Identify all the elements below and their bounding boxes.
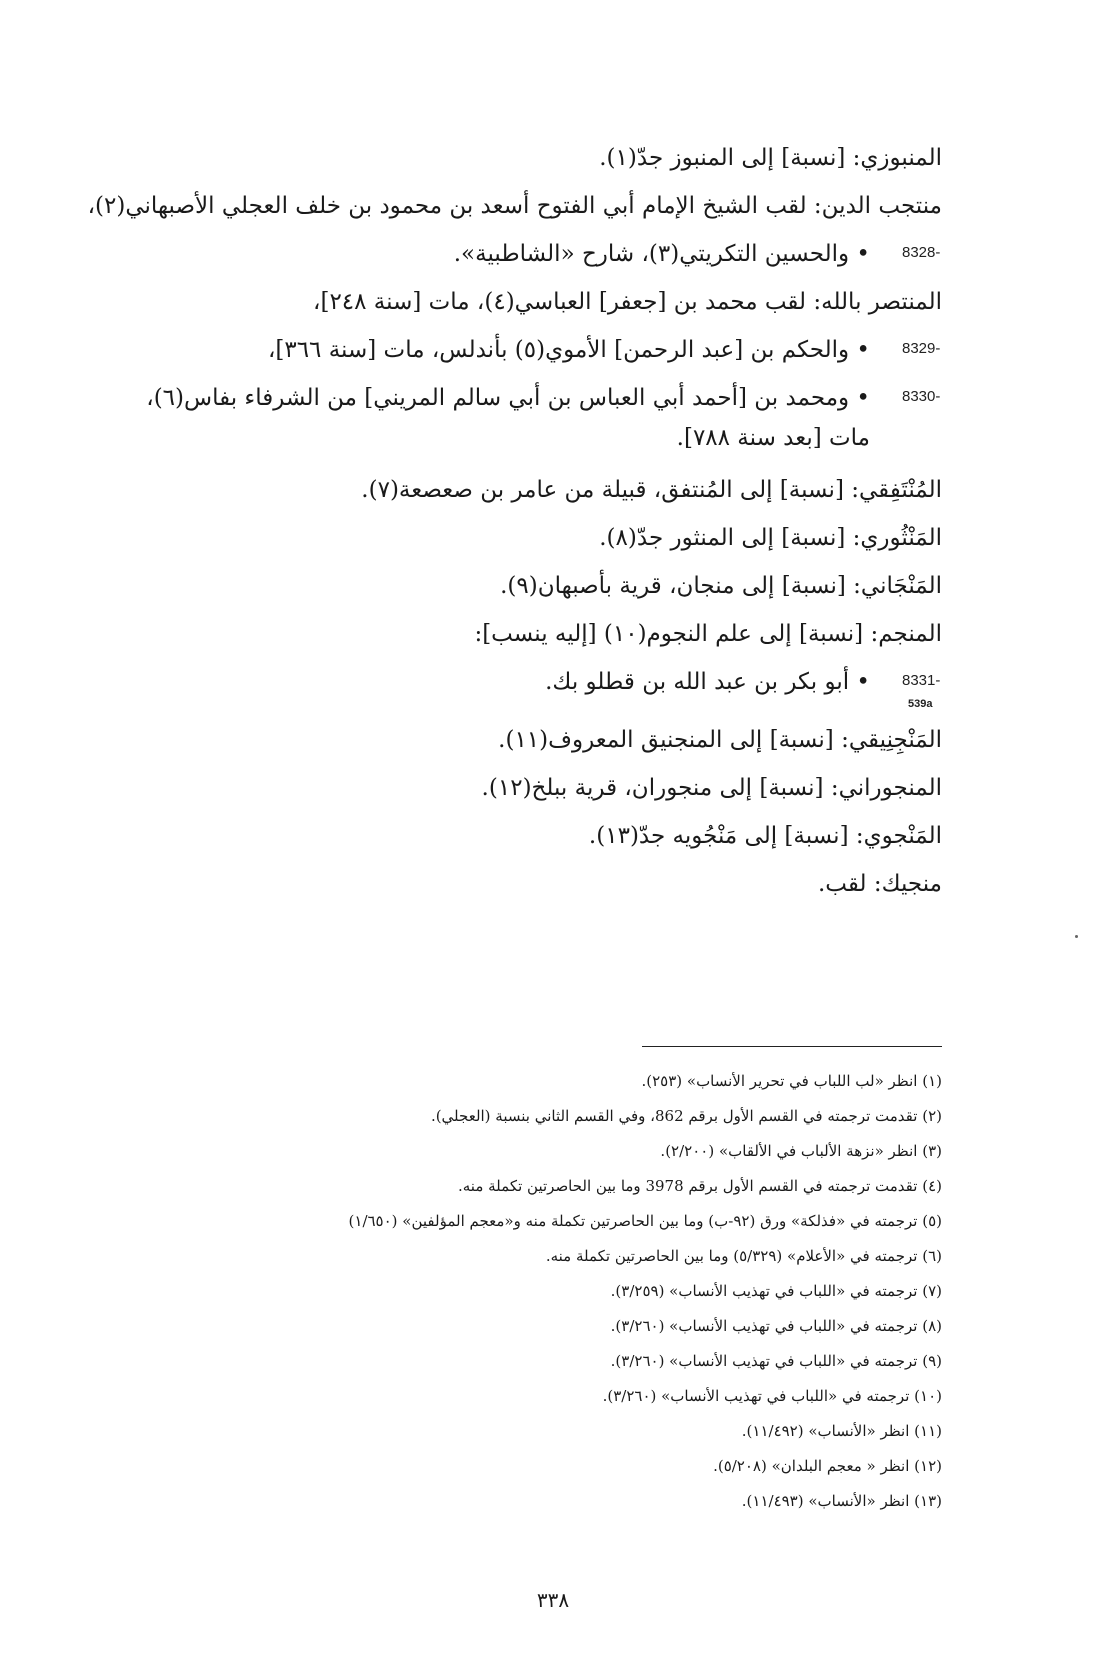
entry-hakam: • والحكم بن [عبد الرحمن] الأموي(٥) بأندلس، مات [سنة ٣٦٦]،: [267, 337, 870, 363]
footnote: (٢) تقدمت ترجمته في القسم الأول برقم 862، وفي القسم الثاني بنسبة (العجلي).: [430, 1107, 942, 1125]
entry-manbuzi: المنبوزي: [نسبة] إلى المنبوز جدّ(١).: [599, 145, 942, 171]
entry-manjani: المَنْجَاني: [نسبة] إلى منجان، قرية بأصبهان(٩).: [500, 573, 942, 599]
scan-speck: [1075, 935, 1078, 938]
footnote: (٧) ترجمته في «اللباب في تهذيب الأنساب» (٣/٢٥٩).: [610, 1282, 942, 1300]
entry-number: 8329-: [902, 340, 941, 357]
entry-abu-bakr: • أبو بكر بن عبد الله بن قطلو بك.: [545, 669, 870, 695]
entry-muntajab-al-din: منتجب الدين: لقب الشيخ الإمام أبي الفتوح أسعد بن محمود بن خلف العجلي الأصبهاني(٢)،: [87, 193, 942, 219]
entry-manjaniqi: المَنْجِنِيقي: [نسبة] إلى المنجنيق المعروف(١١).: [498, 727, 942, 753]
footnote: (١٠) ترجمته في «اللباب في تهذيب الأنساب» (٣/٢٦٠).: [602, 1387, 942, 1405]
entry-husayn-takriti: • والحسين التكريتي(٣)، شارح «الشاطبية».: [453, 241, 870, 267]
footnote: (٨) ترجمته في «اللباب في تهذيب الأنساب» (٣/٢٦٠).: [610, 1317, 942, 1335]
entry-muntasir-billah: المنتصر بالله: لقب محمد بن [جعفر] العباسي(٤)، مات [سنة ٢٤٨]،: [313, 289, 942, 315]
footnote: (١) انظر «لب اللباب في تحرير الأنساب» (٢٥٣).: [641, 1072, 942, 1090]
entry-manjurani: المنجوراني: [نسبة] إلى منجوران، قرية ببلخ(١٢).: [481, 775, 942, 801]
footnote-rule: [642, 1046, 942, 1047]
footnote: (١١) انظر «الأنساب» (١١/٤٩٢).: [741, 1422, 942, 1440]
folio-marker: 539a: [908, 698, 933, 710]
footnote: (٥) ترجمته في «فذلكة» ورق (٩٢-ب) وما بين الحاصرتين تكملة منه و«معجم المؤلفين» (١/٦٥٠): [348, 1212, 942, 1230]
footnote: (٩) ترجمته في «اللباب في تهذيب الأنساب» (٣/٢٦٠).: [610, 1352, 942, 1370]
entry-munajjim: المنجم: [نسبة] إلى علم النجوم(١٠) [إليه ينسب]:: [474, 621, 942, 647]
entry-number: 8330-: [902, 388, 941, 405]
entry-manjawi: المَنْجوي: [نسبة] إلى مَنْجُويه جدّ(١٣).: [588, 823, 942, 849]
footnote: (١٢) انظر « معجم البلدان» (٥/٢٠٨).: [713, 1457, 942, 1475]
entry-manjik: منجيك: لقب.: [817, 871, 942, 897]
footnote: (٦) ترجمته في «الأعلام» (٥/٣٢٩) وما بين الحاصرتين تكملة منه.: [545, 1247, 942, 1265]
entry-manthuri: المَنْثُوري: [نسبة] إلى المنثور جدّ(٨).: [599, 525, 942, 551]
footnote: (٣) انظر «نزهة الألباب في الألقاب» (٢/٢٠٠).: [660, 1142, 942, 1160]
entry-muhammad-marini: • ومحمد بن [أحمد أبي العباس بن أبي سالم المريني] من الشرفاء بفاس(٦)، مات [بعد سنة ٧٨٨].: [146, 385, 870, 451]
footnote: (١٣) انظر «الأنساب» (١١/٤٩٣).: [741, 1492, 942, 1510]
page-number: ٣٣٨: [536, 1588, 570, 1612]
entry-number: 8331-: [902, 672, 941, 689]
entry-muntafiqi: المُنْتَفِقي: [نسبة] إلى المُنتفق، قبيلة من عامر بن صعصعة(٧).: [361, 477, 942, 503]
entry-number: 8328-: [902, 244, 941, 261]
footnote: (٤) تقدمت ترجمته في القسم الأول برقم 3978 وما بين الحاصرتين تكملة منه.: [458, 1177, 942, 1195]
